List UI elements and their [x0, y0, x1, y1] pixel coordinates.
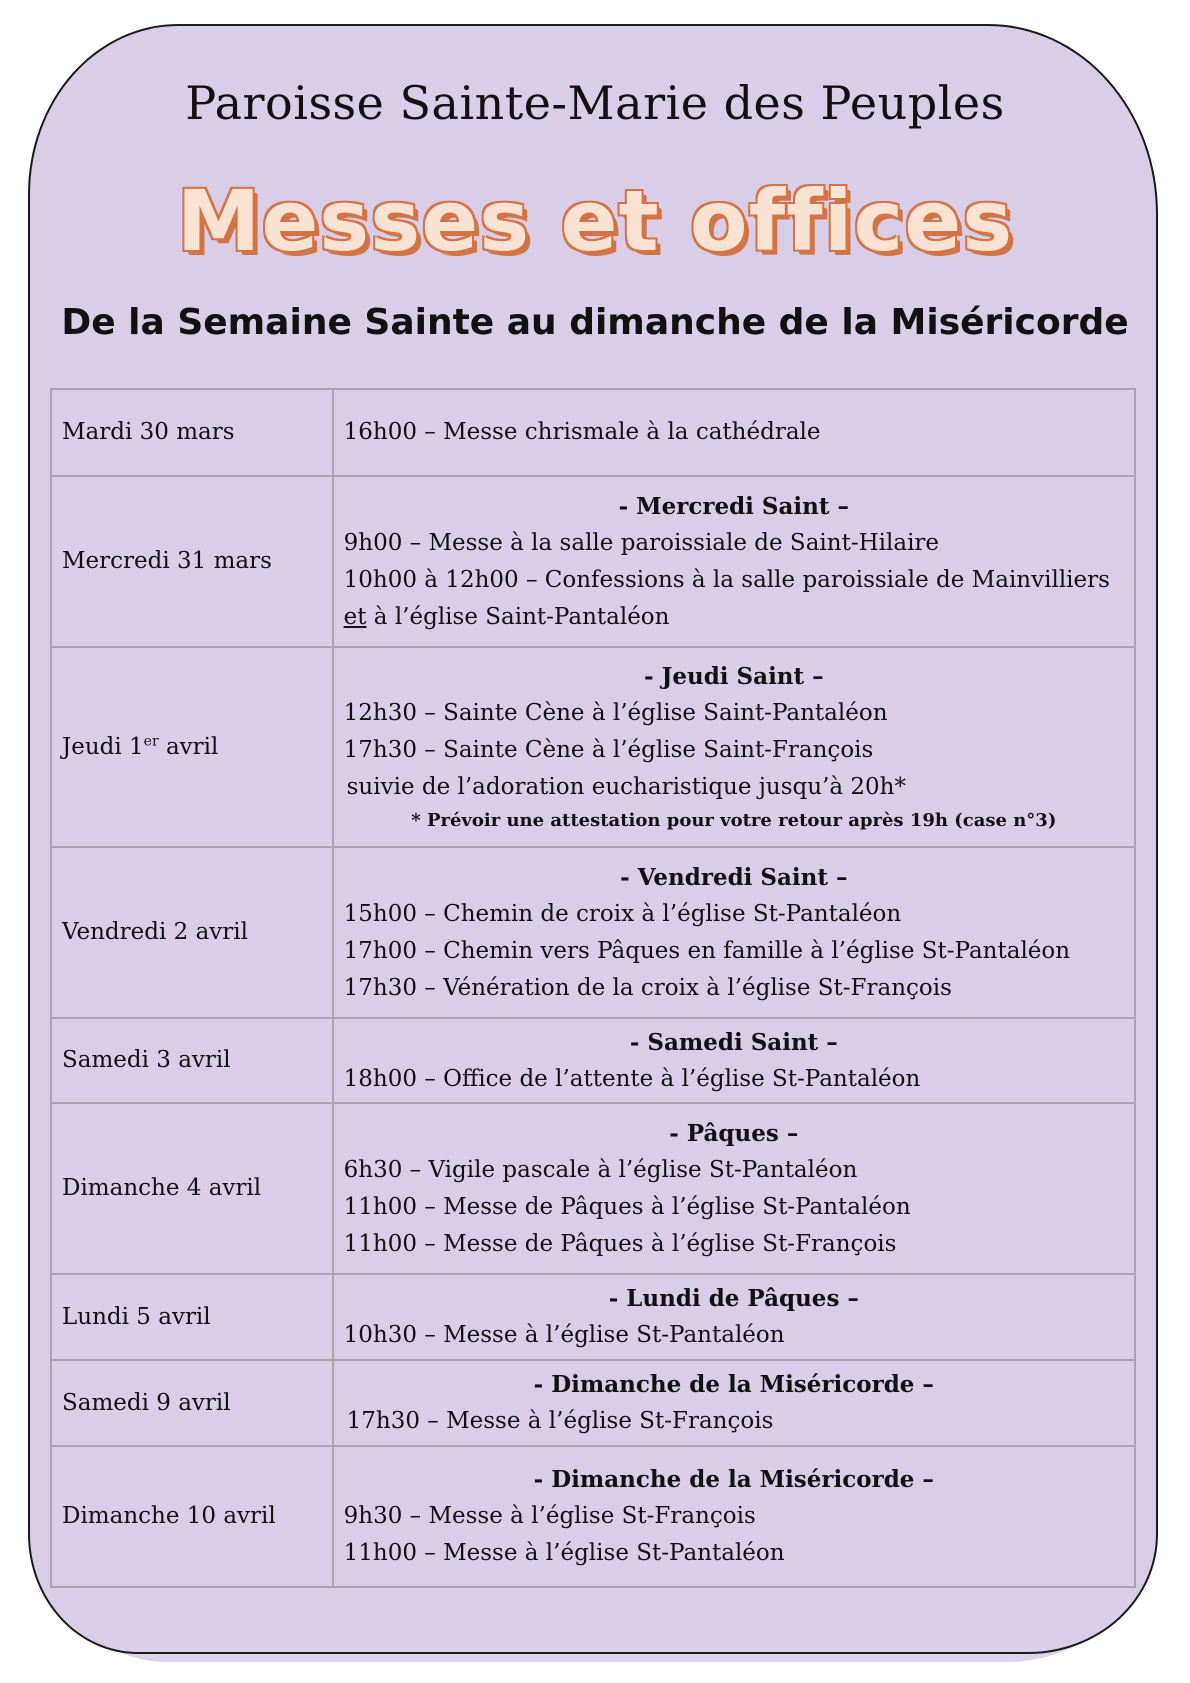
event-heading: - Dimanche de la Miséricorde – [533, 1466, 934, 1493]
events-cell [333, 1446, 1135, 1587]
events-cell [333, 389, 1135, 476]
event-line: 12h30 – Sainte Cène à l’église Saint-Pantaléon [343, 700, 888, 726]
day-main: Jeudi 1 [62, 733, 144, 760]
parish-name: Paroisse Sainte-Marie des Peuples [185, 76, 1005, 130]
event-heading: - Vendredi Saint – [620, 863, 848, 891]
day-cell: Lundi 5 avril [51, 1274, 333, 1360]
events-cell [333, 1360, 1135, 1446]
day-cell: Dimanche 10 avril [51, 1446, 333, 1587]
schedule-table [50, 388, 1136, 1588]
table-row [51, 389, 1135, 476]
event-line: 17h30 – Messe à l’église St-François [346, 1408, 774, 1434]
event-note: * Prévoir une attestation pour votre retour après 19h (case n°3) [411, 810, 1057, 831]
table-row [51, 1103, 1135, 1274]
page-subtitle: De la Semaine Sainte au dimanche de la Miséricorde [61, 302, 1129, 343]
event-line: 9h30 – Messe à l’église St-François [343, 1503, 756, 1529]
table-row [51, 847, 1135, 1018]
events-cell [333, 1274, 1135, 1360]
event-line: 9h00 – Messe à la salle paroissiale de Saint-Hilaire [343, 529, 940, 556]
table-row [51, 1446, 1135, 1587]
events-cell [333, 1018, 1135, 1103]
event-heading: - Dimanche de la Miséricorde – [533, 1371, 934, 1398]
event-line: 15h00 – Chemin de croix à l’église St-Pantaléon [343, 900, 902, 927]
event-line-rest: à l’église Saint-Pantaléon [366, 603, 670, 630]
events-cell [333, 847, 1135, 1018]
day-cell: Mercredi 31 mars [51, 476, 333, 647]
event-line [344, 599, 1124, 636]
event-heading: - Samedi Saint – [629, 1028, 838, 1056]
event-line: 10h30 – Messe à l’église St-Pantaléon [343, 1322, 785, 1348]
table-row [51, 1360, 1135, 1446]
events-cell [333, 1103, 1135, 1274]
event-line: 11h00 – Messe de Pâques à l’église St-Pantaléon [343, 1193, 911, 1220]
page-title: Messes et offices [176, 172, 1014, 270]
day-end: avril [158, 733, 219, 760]
day-cell: Samedi 9 avril [51, 1360, 333, 1446]
table-row [51, 647, 1135, 847]
event-line: suivie de l’adoration eucharistique jusqu’à 20h* [346, 774, 906, 800]
day-cell: Dimanche 4 avril [51, 1103, 333, 1274]
event-heading: - Jeudi Saint – [643, 663, 824, 690]
event-heading: - Lundi de Pâques – [608, 1285, 859, 1312]
event-line: 17h00 – Chemin vers Pâques en famille à l’église St-Pantaléon [343, 937, 1071, 964]
day-sup: er [143, 732, 159, 749]
event-line: 16h00 – Messe chrismale à la cathédrale [343, 419, 821, 445]
event-line: 6h30 – Vigile pascale à l’église St-Pantaléon [343, 1156, 858, 1183]
emphasis-text: et [343, 603, 367, 630]
event-line: 17h30 – Sainte Cène à l’église Saint-François [343, 737, 874, 763]
event-heading: - Mercredi Saint – [618, 492, 850, 520]
event-heading: - Pâques – [669, 1119, 799, 1147]
day-cell: Samedi 3 avril [51, 1018, 333, 1103]
event-line: 11h00 – Messe à l’église St-Pantaléon [343, 1540, 785, 1566]
day-cell: Mardi 30 mars [51, 389, 333, 476]
event-line: 11h00 – Messe de Pâques à l’église St-François [343, 1230, 897, 1257]
table-row [51, 476, 1135, 647]
events-cell [333, 476, 1135, 647]
table-row [51, 1018, 1135, 1103]
event-line: 10h00 à 12h00 – Confessions à la salle paroissiale de Mainvilliers [343, 566, 1110, 593]
event-line: 18h00 – Office de l’attente à l’église St-Pantaléon [343, 1065, 921, 1092]
event-line: 17h30 – Vénération de la croix à l’église St-François [343, 974, 952, 1001]
day-cell [51, 647, 333, 847]
table-row [51, 1274, 1135, 1360]
day-cell: Vendredi 2 avril [51, 847, 333, 1018]
events-cell [333, 647, 1135, 847]
